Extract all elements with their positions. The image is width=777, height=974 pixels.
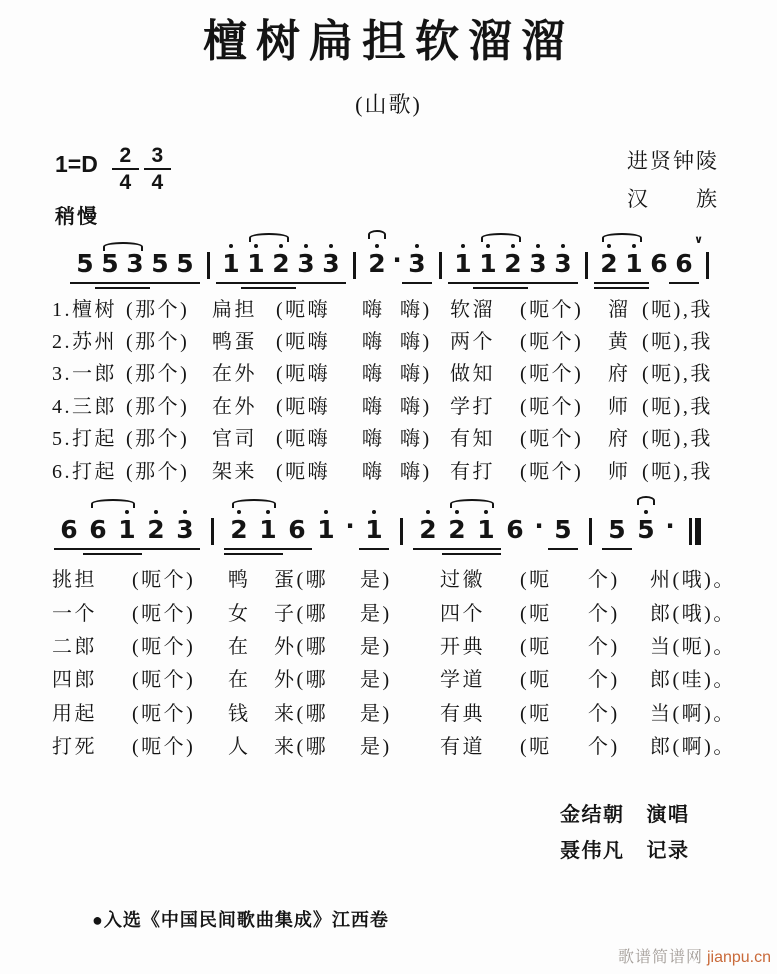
lyric-token: 四郎	[52, 669, 97, 692]
note: 3	[295, 233, 317, 291]
attribution-block	[627, 142, 725, 218]
watermark	[618, 944, 771, 967]
octave-dot-icon	[426, 510, 430, 514]
lyric-token: 嗨	[362, 331, 385, 354]
lyric-token: 做知	[450, 363, 495, 386]
note: 3	[124, 233, 146, 291]
note: 6	[650, 249, 668, 278]
lyric-token: 1.檀树	[52, 298, 117, 321]
lyric-token: 外(哪	[274, 635, 329, 658]
lyric-token: 师	[608, 395, 631, 418]
transcriber-name: 聂伟凡	[560, 840, 625, 862]
lyric-token: 嗨)	[400, 363, 432, 386]
lyric-token: (呃),我	[642, 298, 713, 321]
octave-dot-icon	[455, 510, 459, 514]
lyric-token: (呃个)	[132, 669, 196, 692]
lyric-token: 嗨	[362, 363, 385, 386]
octave-dot-icon	[415, 244, 419, 248]
octave-dot-icon	[237, 510, 241, 514]
lyric-token: 州(哦)。	[650, 569, 736, 592]
lyric-token: (呃个)	[132, 635, 196, 658]
lyric-token: (呃个)	[132, 602, 196, 625]
lyric-token: 是)	[360, 702, 392, 725]
lyric-token: 是)	[360, 669, 392, 692]
lyric-token: 在	[228, 669, 251, 692]
lyric-token: 子(哪	[274, 602, 329, 625]
lyric-token: (呃嗨	[276, 298, 331, 321]
lyric-token: (呃	[520, 702, 552, 725]
watermark-url: jianpu.cn	[706, 949, 771, 966]
lyric-token: 郎(哦)。	[650, 602, 736, 625]
lyric-row	[52, 388, 752, 420]
note: 6	[506, 515, 524, 544]
lyric-token: 郎(哇)。	[650, 669, 736, 692]
lyric-token: 钱	[228, 702, 251, 725]
octave-dot-icon	[511, 244, 515, 248]
lyric-token: 是)	[360, 569, 392, 592]
barline	[586, 499, 594, 557]
lyric-token: (呃嗨	[276, 331, 331, 354]
lyric-token: 当(啊)。	[650, 702, 736, 725]
note: 1	[245, 233, 267, 291]
lyric-token: (呃个)	[520, 331, 584, 354]
lyric-token: 个)	[588, 736, 620, 759]
octave-dot-icon	[266, 510, 270, 514]
barline	[582, 233, 590, 291]
notation-line-1	[74, 233, 716, 291]
barline	[350, 233, 358, 291]
lyric-token: 一个	[52, 602, 97, 625]
lyric-token: 有打	[450, 460, 495, 483]
lyric-token: 个)	[588, 702, 620, 725]
lyric-token: (呃个)	[520, 460, 584, 483]
note: 2	[270, 233, 292, 291]
octave-dot-icon	[536, 244, 540, 248]
lyric-token: 两个	[450, 331, 495, 354]
octave-dot-icon	[486, 244, 490, 248]
fermata-icon	[368, 230, 386, 239]
note: 1	[315, 499, 337, 557]
note: 6 ∨	[673, 233, 695, 291]
note: 6	[286, 499, 308, 557]
lyric-token: (呃个)	[520, 363, 584, 386]
slur-icon	[450, 499, 493, 508]
lyric-token: 学道	[440, 669, 485, 692]
note: 6	[87, 499, 109, 557]
lyric-token: 二郎	[52, 635, 97, 658]
lyric-token: 四个	[440, 602, 485, 625]
lyric-token: 嗨	[362, 428, 385, 451]
note: 1	[257, 499, 279, 557]
slur-icon	[602, 233, 641, 242]
lyric-token: 郎(啊)。	[650, 736, 736, 759]
lyric-token: 个)	[588, 635, 620, 658]
lyric-token: 扁担	[212, 298, 257, 321]
octave-dot-icon	[154, 510, 158, 514]
slur-icon	[232, 499, 275, 508]
note: 3	[320, 233, 342, 291]
lyric-token: (呃	[520, 635, 552, 658]
song-title: 檀树扁担软溜溜	[203, 17, 574, 66]
lyric-token: 用起	[52, 702, 97, 725]
note: 2	[502, 233, 524, 291]
barline	[397, 499, 405, 557]
lyric-token: 在	[228, 635, 251, 658]
lyric-token: (呃个)	[132, 569, 196, 592]
performer-role: 演唱	[646, 804, 690, 826]
octave-dot-icon	[644, 510, 648, 514]
time-signature-3-4: $\frac{3}{4}$	[144, 144, 171, 195]
lyric-token: (呃	[520, 602, 552, 625]
lyric-token: 架来	[212, 460, 257, 483]
augmentation-dot: ·	[534, 512, 544, 540]
lyric-token: (那个)	[126, 460, 190, 483]
slur-icon	[249, 233, 288, 242]
lyric-token: 有知	[450, 428, 495, 451]
song-genre: (山歌)	[355, 92, 422, 117]
lyric-token: 蛋(哪	[274, 569, 329, 592]
lyric-token: 嗨	[362, 395, 385, 418]
lyrics-upper	[52, 291, 752, 485]
lyric-token: 来(哪	[274, 702, 329, 725]
lyric-token: 师	[608, 460, 631, 483]
lyric-token: (呃),我	[642, 395, 713, 418]
lyric-row	[52, 628, 752, 661]
note: 5	[99, 233, 121, 291]
note: 6	[58, 499, 80, 557]
lyric-token: 5.打起	[52, 428, 117, 451]
note: 2	[145, 499, 167, 557]
lyric-row	[52, 291, 752, 323]
barline	[436, 233, 444, 291]
lyrics-lower	[52, 561, 752, 761]
lyric-token: 软溜	[450, 298, 495, 321]
barline	[703, 233, 711, 291]
lyric-token: 学打	[450, 395, 495, 418]
lyric-row	[52, 323, 752, 355]
lyric-token: (呃),我	[642, 428, 713, 451]
final-barline	[688, 499, 704, 557]
lyric-token: (呃嗨	[276, 460, 331, 483]
watermark-site-name: 歌谱简谱网	[617, 949, 703, 966]
augmentation-dot: ·	[665, 512, 675, 540]
lyric-token: 打死	[52, 736, 97, 759]
note: 1	[220, 233, 242, 291]
note: 1	[475, 499, 497, 557]
lyric-row	[52, 695, 752, 728]
lyric-token: 在外	[212, 363, 257, 386]
note: 2	[446, 499, 468, 557]
ethnicity-label: 汉 族	[627, 187, 719, 211]
octave-dot-icon	[304, 244, 308, 248]
lyric-token: 人	[228, 736, 251, 759]
lyric-token: 开典	[440, 635, 485, 658]
lyric-token: (呃嗨	[276, 428, 331, 451]
note: 3	[174, 499, 196, 557]
lyric-token: 个)	[588, 569, 620, 592]
fermata-icon	[637, 496, 655, 505]
note: 5	[74, 233, 96, 291]
note: 3	[406, 233, 428, 291]
lyric-token: 官司	[212, 428, 257, 451]
lyric-token: (那个)	[126, 363, 190, 386]
transcriber-role: 记录	[646, 840, 690, 862]
octave-dot-icon	[484, 510, 488, 514]
lyric-token: 个)	[588, 602, 620, 625]
note: 1	[363, 499, 385, 557]
lyric-token: 挑担	[52, 569, 97, 592]
note: 2	[598, 233, 620, 291]
barline	[208, 499, 216, 557]
octave-dot-icon	[607, 244, 611, 248]
lyric-row	[52, 594, 752, 627]
lyric-token: 府	[608, 428, 631, 451]
lyric-row	[52, 421, 752, 453]
lyric-token: (呃	[520, 569, 552, 592]
lyric-token: 黄	[608, 331, 631, 354]
lyric-token: 嗨)	[400, 428, 432, 451]
lyric-row	[52, 661, 752, 694]
note: 3	[527, 233, 549, 291]
lyric-token: 女	[228, 602, 251, 625]
lyric-token: (呃个)	[132, 736, 196, 759]
lyric-token: 鸭蛋	[212, 331, 257, 354]
octave-dot-icon	[125, 510, 129, 514]
octave-dot-icon	[254, 244, 258, 248]
note: 2	[417, 499, 439, 557]
key-and-time-signature	[55, 144, 171, 195]
octave-dot-icon	[461, 244, 465, 248]
performer-name: 金结朝	[560, 804, 625, 826]
lyric-token: 6.打起	[52, 460, 117, 483]
lyric-token: 4.三郎	[52, 395, 117, 418]
lyric-token: (呃个)	[520, 298, 584, 321]
note: 5	[174, 233, 196, 291]
lyric-token: 有道	[440, 736, 485, 759]
lyric-token: (呃),我	[642, 331, 713, 354]
time-signature-2-4: $\frac{2}{4}$	[112, 144, 139, 195]
barline	[204, 233, 212, 291]
note: 1	[116, 499, 138, 557]
breath-mark-icon: ∨	[694, 233, 703, 246]
credits-block	[560, 797, 690, 869]
note: 3	[552, 233, 574, 291]
lyric-token: 个)	[588, 669, 620, 692]
lyric-token: (呃嗨	[276, 363, 331, 386]
lyric-token: (呃嗨	[276, 395, 331, 418]
octave-dot-icon	[561, 244, 565, 248]
note: 5	[606, 499, 628, 557]
note: 5	[552, 499, 574, 557]
lyric-token: (那个)	[126, 428, 190, 451]
lyric-token: (那个)	[126, 298, 190, 321]
lyric-token: (呃	[520, 736, 552, 759]
lyric-token: 嗨)	[400, 331, 432, 354]
lyric-token: 鸭	[228, 569, 251, 592]
octave-dot-icon	[329, 244, 333, 248]
lyric-token: (那个)	[126, 331, 190, 354]
octave-dot-icon	[375, 244, 379, 248]
lyric-token: 嗨)	[400, 298, 432, 321]
octave-dot-icon	[372, 510, 376, 514]
tempo-marking: 稍慢	[55, 206, 99, 228]
time-signatures	[112, 144, 171, 195]
lyric-token: 溜	[608, 298, 631, 321]
note: 1	[477, 233, 499, 291]
lyric-row	[52, 356, 752, 388]
note: 1	[452, 233, 474, 291]
lyric-token: 2.苏州	[52, 331, 117, 354]
lyric-token: 3.一郎	[52, 363, 117, 386]
augmentation-dot: ·	[345, 512, 355, 540]
lyric-token: (呃个)	[520, 428, 584, 451]
note: 1	[623, 233, 645, 291]
octave-dot-icon	[229, 244, 233, 248]
lyric-token: (呃个)	[520, 395, 584, 418]
lyric-row	[52, 453, 752, 485]
footnote: ●入选《中国民间歌曲集成》江西卷	[92, 910, 389, 930]
lyric-token: (呃	[520, 669, 552, 692]
lyric-row	[52, 561, 752, 594]
octave-dot-icon	[183, 510, 187, 514]
lyric-token: 是)	[360, 635, 392, 658]
region-label: 进贤钟陵	[627, 149, 719, 173]
performer-credit	[560, 797, 690, 833]
lyric-token: 府	[608, 363, 631, 386]
lyric-token: 嗨)	[400, 460, 432, 483]
octave-dot-icon	[632, 244, 636, 248]
note: 2	[228, 499, 250, 557]
notation-line-2	[58, 499, 704, 557]
slur-icon	[91, 499, 134, 508]
lyric-token: 嗨)	[400, 395, 432, 418]
lyric-token: 是)	[360, 736, 392, 759]
lyric-token: 当(呃)。	[650, 635, 736, 658]
slur-icon	[103, 242, 142, 251]
note: 2	[366, 233, 388, 291]
key-signature: 1=D	[55, 151, 98, 177]
lyric-token: 嗨	[362, 298, 385, 321]
lyric-token: 是)	[360, 602, 392, 625]
augmentation-dot: ·	[392, 246, 402, 274]
slur-icon	[481, 233, 520, 242]
octave-dot-icon	[279, 244, 283, 248]
lyric-token: 过徽	[440, 569, 485, 592]
lyric-token: 外(哪	[274, 669, 329, 692]
lyric-token: (那个)	[126, 395, 190, 418]
transcriber-credit	[560, 833, 690, 869]
octave-dot-icon	[324, 510, 328, 514]
note: 5	[635, 499, 657, 557]
lyric-token: (呃),我	[642, 363, 713, 386]
lyric-token: 来(哪	[274, 736, 329, 759]
lyric-token: 在外	[212, 395, 257, 418]
lyric-token: 有典	[440, 702, 485, 725]
lyric-token: 嗨	[362, 460, 385, 483]
lyric-token: (呃个)	[132, 702, 196, 725]
note: 5	[149, 233, 171, 291]
lyric-token: (呃),我	[642, 460, 713, 483]
lyric-row	[52, 728, 752, 761]
